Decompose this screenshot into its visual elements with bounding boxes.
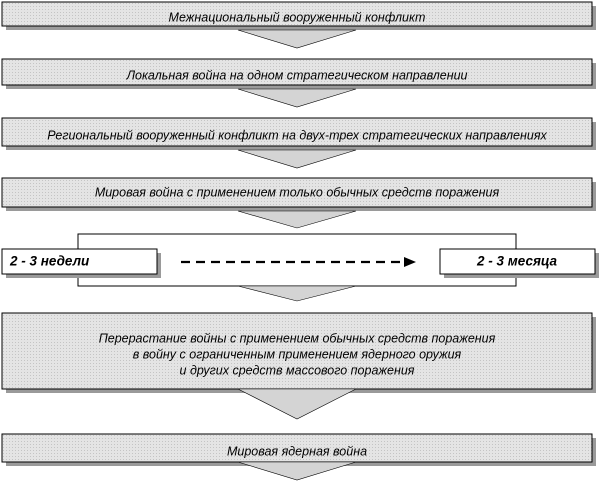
timeline-left-box bbox=[2, 249, 161, 278]
stage-label-4: Мировая война с применением только обычных средств поражения bbox=[94, 185, 500, 200]
stage-label-3: Региональный вооруженный конфликт на двух-трех стратегических направлениях bbox=[47, 128, 547, 143]
final-stage-label: Мировая ядерная война bbox=[226, 444, 368, 459]
down-arrow-2 bbox=[238, 89, 356, 107]
stage-box-4 bbox=[2, 178, 596, 211]
timeline-right-label: 2 - 3 месяца bbox=[477, 253, 557, 269]
stage-label-2: Локальная война на одном стратегическом направлении bbox=[126, 68, 468, 83]
down-arrow-1 bbox=[238, 30, 356, 48]
escalation-line-3: и других средств массового поражения bbox=[179, 363, 415, 378]
stage-box-1 bbox=[2, 2, 596, 30]
escalation-box bbox=[2, 313, 596, 393]
timeline-left-label: 2 - 3 недели bbox=[10, 253, 90, 269]
escalation-line-2: в войну с ограниченным применением ядерного оружия bbox=[132, 347, 462, 362]
down-arrow-6 bbox=[238, 389, 356, 419]
stage-box-2 bbox=[2, 59, 596, 89]
stage-box-3 bbox=[2, 118, 596, 150]
down-arrow-3 bbox=[238, 150, 356, 168]
timeline-right-box bbox=[440, 249, 599, 278]
escalation-line-1: Перерастание войны с применением обычных средств поражения bbox=[98, 331, 496, 346]
down-arrow-5 bbox=[238, 286, 356, 301]
final-stage-box bbox=[2, 434, 596, 466]
down-arrow-4 bbox=[238, 211, 356, 228]
down-arrow-7 bbox=[238, 462, 356, 480]
stage-label-1: Межнациональный вооруженный конфликт bbox=[168, 10, 426, 25]
